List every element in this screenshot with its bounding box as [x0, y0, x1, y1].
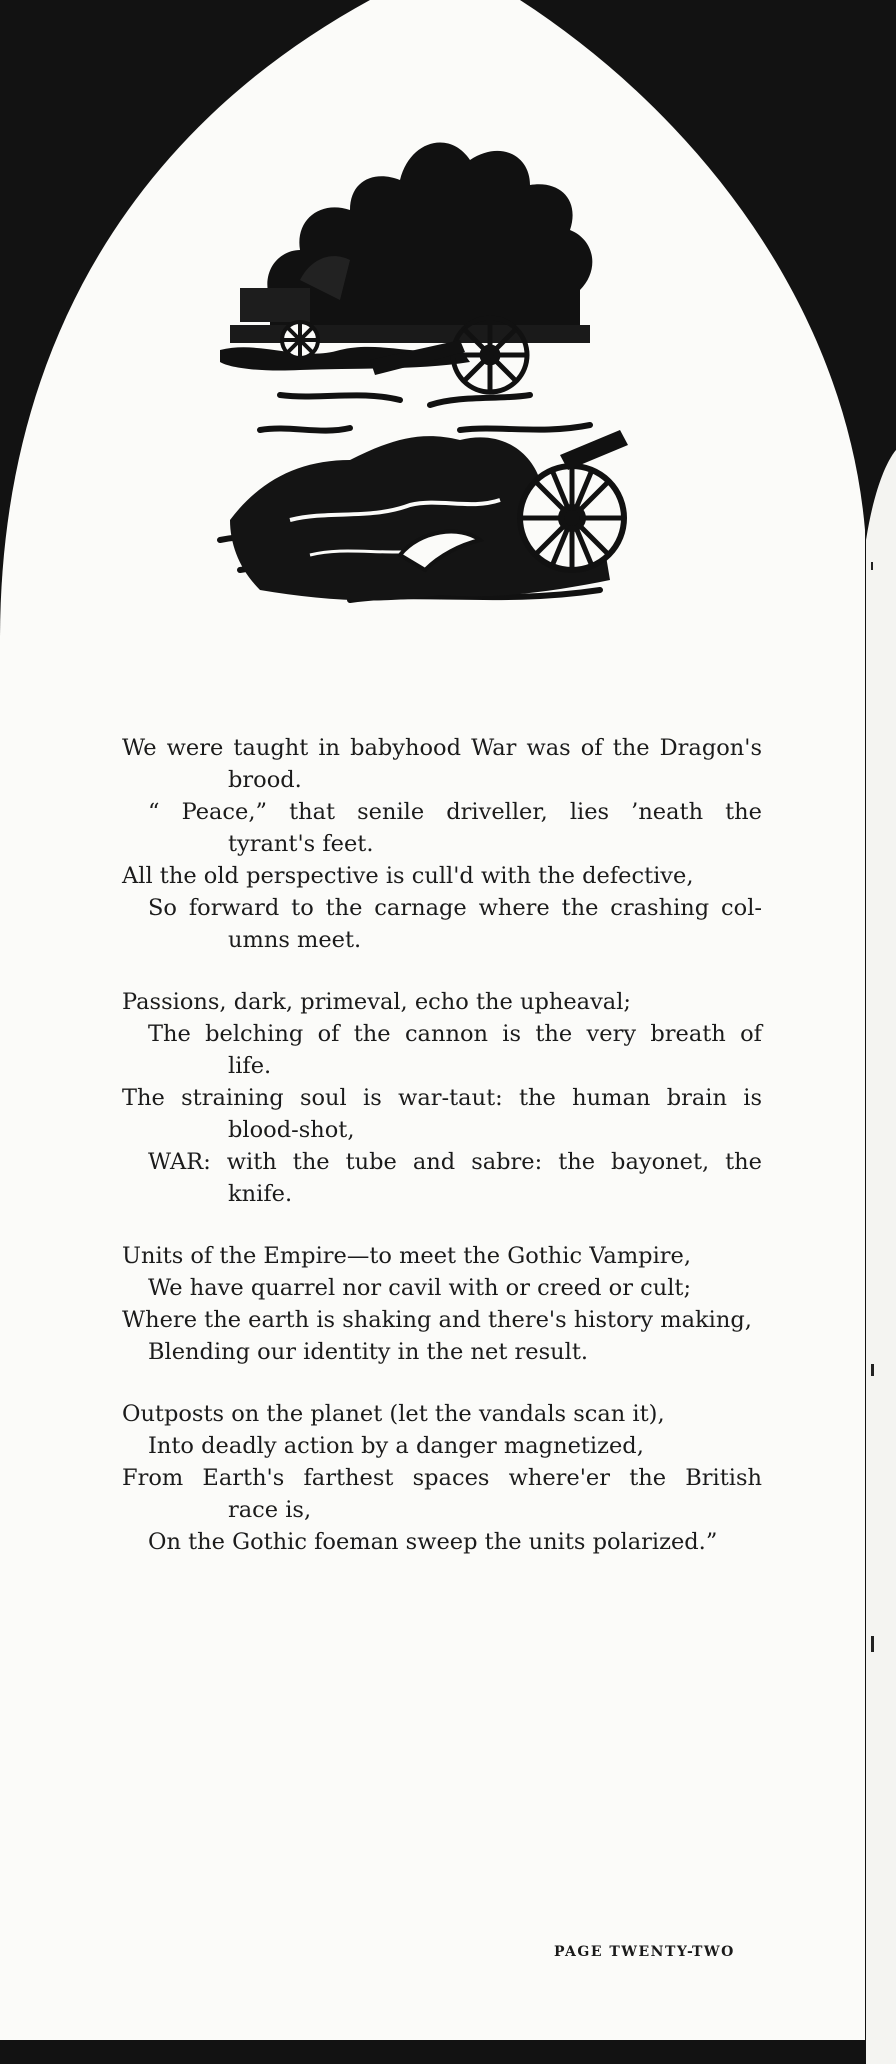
poem: [122, 732, 762, 1588]
poem-line: We have quarrel nor cavil with or creed or cult;: [148, 1275, 692, 1301]
poem-line: All the old perspective is cull'd with the defective,: [122, 863, 694, 889]
poem-line: Units of the Empire—to meet the Gothic Vampire,: [122, 1243, 692, 1269]
poem-line: From Earth's farthest spaces where'er the British: [122, 1465, 762, 1491]
poem-line: The straining soul is war-taut: the human brain is: [122, 1085, 762, 1111]
gun-wheel: [453, 318, 527, 392]
edge-mark: [871, 1364, 874, 1376]
wagon-body: [240, 288, 310, 322]
poem-stanza: [122, 1240, 762, 1368]
ground-stroke: [260, 428, 350, 431]
poem-line: knife.: [228, 1181, 293, 1207]
poem-line: umns meet.: [228, 927, 362, 953]
poem-line: Passions, dark, primeval, echo the upheaval;: [122, 989, 631, 1015]
wagon-wheel: [282, 322, 318, 358]
poem-line: Blending our identity in the net result.: [148, 1339, 589, 1365]
poem-line: The belching of the cannon is the very breath of: [148, 1021, 762, 1047]
poem-line: brood.: [228, 767, 302, 793]
poem-line: So forward to the carnage where the crashing col-: [148, 895, 762, 921]
smoke-cloud: [267, 143, 592, 330]
overturned-wheel: [520, 466, 624, 570]
poem-line: tyrant's feet.: [228, 831, 374, 857]
poem-stanza: [122, 986, 762, 1210]
poem-line: Into deadly action by a danger magnetized,: [148, 1433, 644, 1459]
ground-stroke: [430, 395, 530, 405]
poem-stanza: [122, 732, 762, 956]
ground-stroke: [460, 425, 590, 430]
adjacent-page-edge: [866, 450, 896, 2064]
poem-line: race is,: [228, 1497, 312, 1523]
ground-stroke: [280, 395, 400, 400]
poem-line: WAR: with the tube and sabre: the bayonet, the: [148, 1149, 762, 1175]
poem-line: blood-shot,: [228, 1117, 355, 1143]
poem-line: Where the earth is shaking and there's history making,: [122, 1307, 752, 1333]
poem-line: Outposts on the planet (let the vandals scan it),: [122, 1401, 665, 1427]
poem-line: life.: [228, 1053, 272, 1079]
edge-mark: [871, 1636, 874, 1652]
poem-stanza: [122, 1398, 762, 1558]
poem-line: “ Peace,” that senile driveller, lies ’neath the: [148, 799, 762, 825]
gun-barrel: [560, 430, 628, 470]
edge-mark: [871, 562, 873, 570]
poem-line: We were taught in babyhood War was of the Dragon's: [122, 735, 762, 761]
battlefield-illustration: [200, 100, 650, 620]
page-number: PAGE TWENTY-TWO: [554, 1944, 735, 1960]
poem-line: On the Gothic foeman sweep the units polarized.”: [148, 1529, 718, 1555]
